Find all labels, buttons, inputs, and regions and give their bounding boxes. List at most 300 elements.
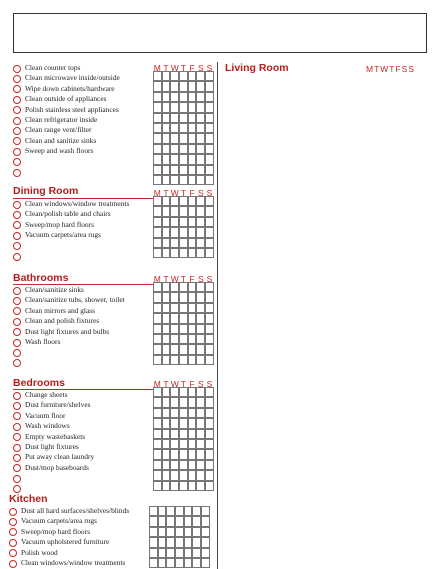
day-checkbox-cell[interactable] bbox=[153, 282, 162, 292]
day-checkbox-cell[interactable] bbox=[179, 238, 188, 248]
day-checkbox-cell[interactable] bbox=[158, 537, 167, 547]
day-checkbox-cell[interactable] bbox=[162, 355, 171, 365]
day-checkbox-cell[interactable] bbox=[162, 123, 171, 133]
checkbox-circle-icon[interactable] bbox=[13, 158, 21, 166]
day-checkbox-cell[interactable] bbox=[162, 334, 171, 344]
checkbox-circle-icon[interactable] bbox=[13, 464, 21, 472]
checkbox-circle-icon[interactable] bbox=[13, 318, 21, 326]
checkbox-circle-icon[interactable] bbox=[13, 85, 21, 93]
day-checkbox-cell[interactable] bbox=[162, 238, 171, 248]
checkbox-circle-icon[interactable] bbox=[13, 349, 21, 357]
day-checkbox-cell[interactable] bbox=[153, 165, 162, 175]
day-checkbox-cell[interactable] bbox=[162, 282, 171, 292]
day-checkbox-cell[interactable] bbox=[170, 397, 179, 407]
day-checkbox-cell[interactable] bbox=[162, 449, 171, 459]
day-checkbox-cell[interactable] bbox=[162, 113, 171, 123]
checkbox-circle-icon[interactable] bbox=[13, 232, 21, 240]
day-checkbox-cell[interactable] bbox=[179, 123, 188, 133]
day-checkbox-cell[interactable] bbox=[179, 282, 188, 292]
day-checkbox-cell[interactable] bbox=[153, 102, 162, 112]
day-checkbox-cell[interactable] bbox=[175, 506, 184, 516]
day-checkbox-cell[interactable] bbox=[179, 418, 188, 428]
day-checkbox-cell[interactable] bbox=[188, 418, 197, 428]
day-checkbox-cell[interactable] bbox=[175, 558, 184, 568]
day-checkbox-cell[interactable] bbox=[205, 418, 214, 428]
day-checkbox-cell[interactable] bbox=[196, 418, 205, 428]
day-checkbox-cell[interactable] bbox=[188, 227, 197, 237]
checkbox-circle-icon[interactable] bbox=[13, 475, 21, 483]
day-checkbox-cell[interactable] bbox=[179, 81, 188, 91]
day-checkbox-cell[interactable] bbox=[170, 92, 179, 102]
day-checkbox-cell[interactable] bbox=[162, 303, 171, 313]
day-checkbox-cell[interactable] bbox=[166, 548, 175, 558]
day-checkbox-cell[interactable] bbox=[205, 165, 214, 175]
day-checkbox-cell[interactable] bbox=[153, 217, 162, 227]
day-checkbox-cell[interactable] bbox=[179, 397, 188, 407]
day-checkbox-cell[interactable] bbox=[153, 303, 162, 313]
day-checkbox-cell[interactable] bbox=[201, 548, 210, 558]
day-checkbox-cell[interactable] bbox=[170, 196, 179, 206]
day-checkbox-cell[interactable] bbox=[153, 439, 162, 449]
day-checkbox-cell[interactable] bbox=[188, 344, 197, 354]
day-checkbox-cell[interactable] bbox=[205, 175, 214, 185]
day-checkbox-cell[interactable] bbox=[162, 165, 171, 175]
day-checkbox-cell[interactable] bbox=[170, 165, 179, 175]
day-checkbox-cell[interactable] bbox=[205, 144, 214, 154]
checkbox-circle-icon[interactable] bbox=[9, 539, 17, 547]
day-checkbox-cell[interactable] bbox=[196, 154, 205, 164]
day-checkbox-cell[interactable] bbox=[205, 217, 214, 227]
day-checkbox-cell[interactable] bbox=[179, 334, 188, 344]
day-checkbox-cell[interactable] bbox=[162, 408, 171, 418]
day-checkbox-cell[interactable] bbox=[205, 460, 214, 470]
day-checkbox-cell[interactable] bbox=[153, 227, 162, 237]
day-checkbox-cell[interactable] bbox=[201, 558, 210, 568]
day-checkbox-cell[interactable] bbox=[153, 92, 162, 102]
day-checkbox-cell[interactable] bbox=[188, 113, 197, 123]
day-checkbox-cell[interactable] bbox=[170, 133, 179, 143]
day-checkbox-cell[interactable] bbox=[205, 113, 214, 123]
day-checkbox-cell[interactable] bbox=[170, 154, 179, 164]
day-checkbox-cell[interactable] bbox=[162, 292, 171, 302]
checkbox-circle-icon[interactable] bbox=[13, 433, 21, 441]
checkbox-circle-icon[interactable] bbox=[13, 328, 21, 336]
day-checkbox-cell[interactable] bbox=[179, 113, 188, 123]
day-checkbox-cell[interactable] bbox=[153, 238, 162, 248]
day-checkbox-cell[interactable] bbox=[170, 355, 179, 365]
day-checkbox-cell[interactable] bbox=[201, 537, 210, 547]
day-checkbox-cell[interactable] bbox=[179, 154, 188, 164]
day-checkbox-cell[interactable] bbox=[153, 196, 162, 206]
day-checkbox-cell[interactable] bbox=[205, 344, 214, 354]
day-checkbox-cell[interactable] bbox=[192, 516, 201, 526]
day-checkbox-cell[interactable] bbox=[205, 123, 214, 133]
day-checkbox-cell[interactable] bbox=[166, 516, 175, 526]
day-checkbox-cell[interactable] bbox=[153, 123, 162, 133]
day-checkbox-cell[interactable] bbox=[170, 144, 179, 154]
day-checkbox-cell[interactable] bbox=[188, 238, 197, 248]
day-checkbox-cell[interactable] bbox=[205, 470, 214, 480]
day-checkbox-cell[interactable] bbox=[205, 313, 214, 323]
day-checkbox-cell[interactable] bbox=[188, 334, 197, 344]
day-checkbox-cell[interactable] bbox=[188, 481, 197, 491]
day-checkbox-cell[interactable] bbox=[170, 71, 179, 81]
day-checkbox-cell[interactable] bbox=[162, 206, 171, 216]
day-checkbox-cell[interactable] bbox=[188, 408, 197, 418]
day-checkbox-cell[interactable] bbox=[170, 175, 179, 185]
day-checkbox-cell[interactable] bbox=[196, 449, 205, 459]
day-checkbox-cell[interactable] bbox=[196, 355, 205, 365]
checkbox-circle-icon[interactable] bbox=[13, 117, 21, 125]
day-checkbox-cell[interactable] bbox=[179, 460, 188, 470]
day-checkbox-cell[interactable] bbox=[188, 460, 197, 470]
day-checkbox-cell[interactable] bbox=[205, 206, 214, 216]
checkbox-circle-icon[interactable] bbox=[13, 242, 21, 250]
day-checkbox-cell[interactable] bbox=[196, 123, 205, 133]
day-checkbox-cell[interactable] bbox=[162, 470, 171, 480]
day-checkbox-cell[interactable] bbox=[205, 387, 214, 397]
checkbox-circle-icon[interactable] bbox=[13, 392, 21, 400]
day-checkbox-cell[interactable] bbox=[188, 470, 197, 480]
checkbox-circle-icon[interactable] bbox=[9, 560, 17, 568]
day-checkbox-cell[interactable] bbox=[153, 429, 162, 439]
day-checkbox-cell[interactable] bbox=[188, 102, 197, 112]
day-checkbox-cell[interactable] bbox=[196, 165, 205, 175]
checkbox-circle-icon[interactable] bbox=[13, 287, 21, 295]
day-checkbox-cell[interactable] bbox=[158, 548, 167, 558]
checkbox-circle-icon[interactable] bbox=[13, 169, 21, 177]
day-checkbox-cell[interactable] bbox=[158, 506, 167, 516]
day-checkbox-cell[interactable] bbox=[170, 439, 179, 449]
day-checkbox-cell[interactable] bbox=[153, 324, 162, 334]
day-checkbox-cell[interactable] bbox=[196, 81, 205, 91]
day-checkbox-cell[interactable] bbox=[162, 227, 171, 237]
day-checkbox-cell[interactable] bbox=[170, 334, 179, 344]
day-checkbox-cell[interactable] bbox=[162, 397, 171, 407]
day-checkbox-cell[interactable] bbox=[170, 292, 179, 302]
day-checkbox-cell[interactable] bbox=[162, 460, 171, 470]
day-checkbox-cell[interactable] bbox=[170, 206, 179, 216]
day-checkbox-cell[interactable] bbox=[188, 429, 197, 439]
day-checkbox-cell[interactable] bbox=[153, 418, 162, 428]
day-checkbox-cell[interactable] bbox=[153, 355, 162, 365]
checkbox-circle-icon[interactable] bbox=[13, 359, 21, 367]
day-checkbox-cell[interactable] bbox=[162, 418, 171, 428]
day-checkbox-cell[interactable] bbox=[162, 102, 171, 112]
day-checkbox-cell[interactable] bbox=[196, 227, 205, 237]
day-checkbox-cell[interactable] bbox=[153, 292, 162, 302]
day-checkbox-cell[interactable] bbox=[179, 429, 188, 439]
day-checkbox-cell[interactable] bbox=[196, 344, 205, 354]
day-checkbox-cell[interactable] bbox=[196, 334, 205, 344]
day-checkbox-cell[interactable] bbox=[170, 429, 179, 439]
day-checkbox-cell[interactable] bbox=[205, 449, 214, 459]
checkbox-circle-icon[interactable] bbox=[9, 518, 17, 526]
day-checkbox-cell[interactable] bbox=[188, 313, 197, 323]
day-checkbox-cell[interactable] bbox=[162, 175, 171, 185]
day-checkbox-cell[interactable] bbox=[196, 439, 205, 449]
day-checkbox-cell[interactable] bbox=[170, 470, 179, 480]
day-checkbox-cell[interactable] bbox=[196, 133, 205, 143]
day-checkbox-cell[interactable] bbox=[149, 548, 158, 558]
day-checkbox-cell[interactable] bbox=[153, 206, 162, 216]
checkbox-circle-icon[interactable] bbox=[13, 65, 21, 73]
day-checkbox-cell[interactable] bbox=[179, 313, 188, 323]
day-checkbox-cell[interactable] bbox=[153, 449, 162, 459]
day-checkbox-cell[interactable] bbox=[162, 344, 171, 354]
day-checkbox-cell[interactable] bbox=[179, 344, 188, 354]
day-checkbox-cell[interactable] bbox=[196, 71, 205, 81]
checkbox-circle-icon[interactable] bbox=[9, 528, 17, 536]
day-checkbox-cell[interactable] bbox=[179, 133, 188, 143]
day-checkbox-cell[interactable] bbox=[205, 481, 214, 491]
day-checkbox-cell[interactable] bbox=[205, 154, 214, 164]
day-checkbox-cell[interactable] bbox=[205, 324, 214, 334]
day-checkbox-cell[interactable] bbox=[170, 387, 179, 397]
day-checkbox-cell[interactable] bbox=[196, 303, 205, 313]
checkbox-circle-icon[interactable] bbox=[13, 211, 21, 219]
day-checkbox-cell[interactable] bbox=[153, 334, 162, 344]
day-checkbox-cell[interactable] bbox=[175, 516, 184, 526]
day-checkbox-cell[interactable] bbox=[188, 92, 197, 102]
day-checkbox-cell[interactable] bbox=[196, 248, 205, 258]
day-checkbox-cell[interactable] bbox=[153, 397, 162, 407]
day-checkbox-cell[interactable] bbox=[192, 527, 201, 537]
day-checkbox-cell[interactable] bbox=[201, 527, 210, 537]
checkbox-circle-icon[interactable] bbox=[13, 253, 21, 261]
day-checkbox-cell[interactable] bbox=[170, 248, 179, 258]
checkbox-circle-icon[interactable] bbox=[13, 137, 21, 145]
day-checkbox-cell[interactable] bbox=[170, 313, 179, 323]
day-checkbox-cell[interactable] bbox=[153, 248, 162, 258]
day-checkbox-cell[interactable] bbox=[205, 81, 214, 91]
day-checkbox-cell[interactable] bbox=[179, 324, 188, 334]
day-checkbox-cell[interactable] bbox=[149, 527, 158, 537]
day-checkbox-cell[interactable] bbox=[188, 71, 197, 81]
day-checkbox-cell[interactable] bbox=[166, 537, 175, 547]
day-checkbox-cell[interactable] bbox=[188, 144, 197, 154]
day-checkbox-cell[interactable] bbox=[205, 397, 214, 407]
day-checkbox-cell[interactable] bbox=[188, 133, 197, 143]
day-checkbox-cell[interactable] bbox=[179, 387, 188, 397]
day-checkbox-cell[interactable] bbox=[196, 282, 205, 292]
day-checkbox-cell[interactable] bbox=[188, 397, 197, 407]
day-checkbox-cell[interactable] bbox=[179, 227, 188, 237]
day-checkbox-cell[interactable] bbox=[188, 387, 197, 397]
day-checkbox-cell[interactable] bbox=[153, 460, 162, 470]
day-checkbox-cell[interactable] bbox=[184, 506, 193, 516]
day-checkbox-cell[interactable] bbox=[205, 429, 214, 439]
day-checkbox-cell[interactable] bbox=[170, 408, 179, 418]
day-checkbox-cell[interactable] bbox=[162, 144, 171, 154]
day-checkbox-cell[interactable] bbox=[166, 527, 175, 537]
day-checkbox-cell[interactable] bbox=[179, 175, 188, 185]
checkbox-circle-icon[interactable] bbox=[13, 485, 21, 493]
day-checkbox-cell[interactable] bbox=[188, 282, 197, 292]
day-checkbox-cell[interactable] bbox=[188, 206, 197, 216]
day-checkbox-cell[interactable] bbox=[196, 102, 205, 112]
day-checkbox-cell[interactable] bbox=[170, 460, 179, 470]
day-checkbox-cell[interactable] bbox=[170, 227, 179, 237]
day-checkbox-cell[interactable] bbox=[170, 344, 179, 354]
day-checkbox-cell[interactable] bbox=[166, 558, 175, 568]
day-checkbox-cell[interactable] bbox=[196, 92, 205, 102]
day-checkbox-cell[interactable] bbox=[205, 92, 214, 102]
checkbox-circle-icon[interactable] bbox=[13, 148, 21, 156]
day-checkbox-cell[interactable] bbox=[184, 558, 193, 568]
checkbox-circle-icon[interactable] bbox=[13, 307, 21, 315]
day-checkbox-cell[interactable] bbox=[196, 144, 205, 154]
checkbox-circle-icon[interactable] bbox=[13, 297, 21, 305]
day-checkbox-cell[interactable] bbox=[179, 144, 188, 154]
day-checkbox-cell[interactable] bbox=[162, 217, 171, 227]
day-checkbox-cell[interactable] bbox=[179, 206, 188, 216]
day-checkbox-cell[interactable] bbox=[196, 238, 205, 248]
day-checkbox-cell[interactable] bbox=[196, 470, 205, 480]
day-checkbox-cell[interactable] bbox=[170, 324, 179, 334]
day-checkbox-cell[interactable] bbox=[170, 113, 179, 123]
day-checkbox-cell[interactable] bbox=[205, 71, 214, 81]
day-checkbox-cell[interactable] bbox=[179, 248, 188, 258]
day-checkbox-cell[interactable] bbox=[162, 133, 171, 143]
day-checkbox-cell[interactable] bbox=[170, 449, 179, 459]
day-checkbox-cell[interactable] bbox=[205, 292, 214, 302]
day-checkbox-cell[interactable] bbox=[205, 303, 214, 313]
day-checkbox-cell[interactable] bbox=[149, 558, 158, 568]
day-checkbox-cell[interactable] bbox=[196, 196, 205, 206]
day-checkbox-cell[interactable] bbox=[205, 334, 214, 344]
day-checkbox-cell[interactable] bbox=[153, 470, 162, 480]
day-checkbox-cell[interactable] bbox=[179, 355, 188, 365]
day-checkbox-cell[interactable] bbox=[179, 92, 188, 102]
day-checkbox-cell[interactable] bbox=[188, 449, 197, 459]
day-checkbox-cell[interactable] bbox=[179, 196, 188, 206]
day-checkbox-cell[interactable] bbox=[179, 71, 188, 81]
day-checkbox-cell[interactable] bbox=[188, 292, 197, 302]
day-checkbox-cell[interactable] bbox=[153, 175, 162, 185]
day-checkbox-cell[interactable] bbox=[192, 537, 201, 547]
checkbox-circle-icon[interactable] bbox=[13, 221, 21, 229]
day-checkbox-cell[interactable] bbox=[153, 481, 162, 491]
day-checkbox-cell[interactable] bbox=[162, 313, 171, 323]
checkbox-circle-icon[interactable] bbox=[13, 339, 21, 347]
day-checkbox-cell[interactable] bbox=[162, 387, 171, 397]
day-checkbox-cell[interactable] bbox=[170, 102, 179, 112]
day-checkbox-cell[interactable] bbox=[170, 418, 179, 428]
day-checkbox-cell[interactable] bbox=[153, 71, 162, 81]
day-checkbox-cell[interactable] bbox=[166, 506, 175, 516]
day-checkbox-cell[interactable] bbox=[179, 481, 188, 491]
day-checkbox-cell[interactable] bbox=[205, 248, 214, 258]
day-checkbox-cell[interactable] bbox=[149, 537, 158, 547]
day-checkbox-cell[interactable] bbox=[188, 217, 197, 227]
day-checkbox-cell[interactable] bbox=[184, 516, 193, 526]
checkbox-circle-icon[interactable] bbox=[9, 508, 17, 516]
day-checkbox-cell[interactable] bbox=[192, 548, 201, 558]
checkbox-circle-icon[interactable] bbox=[13, 423, 21, 431]
day-checkbox-cell[interactable] bbox=[196, 313, 205, 323]
day-checkbox-cell[interactable] bbox=[179, 292, 188, 302]
day-checkbox-cell[interactable] bbox=[205, 355, 214, 365]
day-checkbox-cell[interactable] bbox=[179, 165, 188, 175]
checkbox-circle-icon[interactable] bbox=[13, 106, 21, 114]
day-checkbox-cell[interactable] bbox=[196, 429, 205, 439]
day-checkbox-cell[interactable] bbox=[162, 81, 171, 91]
day-checkbox-cell[interactable] bbox=[179, 408, 188, 418]
day-checkbox-cell[interactable] bbox=[188, 439, 197, 449]
day-checkbox-cell[interactable] bbox=[153, 133, 162, 143]
day-checkbox-cell[interactable] bbox=[170, 282, 179, 292]
day-checkbox-cell[interactable] bbox=[188, 303, 197, 313]
day-checkbox-cell[interactable] bbox=[158, 516, 167, 526]
day-checkbox-cell[interactable] bbox=[162, 439, 171, 449]
day-checkbox-cell[interactable] bbox=[188, 81, 197, 91]
day-checkbox-cell[interactable] bbox=[201, 516, 210, 526]
day-checkbox-cell[interactable] bbox=[196, 408, 205, 418]
day-checkbox-cell[interactable] bbox=[179, 102, 188, 112]
day-checkbox-cell[interactable] bbox=[188, 175, 197, 185]
day-checkbox-cell[interactable] bbox=[196, 397, 205, 407]
day-checkbox-cell[interactable] bbox=[162, 248, 171, 258]
day-checkbox-cell[interactable] bbox=[196, 175, 205, 185]
day-checkbox-cell[interactable] bbox=[188, 248, 197, 258]
day-checkbox-cell[interactable] bbox=[179, 303, 188, 313]
day-checkbox-cell[interactable] bbox=[153, 154, 162, 164]
checkbox-circle-icon[interactable] bbox=[13, 402, 21, 410]
day-checkbox-cell[interactable] bbox=[153, 387, 162, 397]
day-checkbox-cell[interactable] bbox=[153, 81, 162, 91]
day-checkbox-cell[interactable] bbox=[175, 527, 184, 537]
checkbox-circle-icon[interactable] bbox=[13, 201, 21, 209]
day-checkbox-cell[interactable] bbox=[192, 506, 201, 516]
day-checkbox-cell[interactable] bbox=[153, 144, 162, 154]
day-checkbox-cell[interactable] bbox=[162, 324, 171, 334]
checkbox-circle-icon[interactable] bbox=[13, 412, 21, 420]
day-checkbox-cell[interactable] bbox=[158, 558, 167, 568]
day-checkbox-cell[interactable] bbox=[205, 408, 214, 418]
day-checkbox-cell[interactable] bbox=[170, 303, 179, 313]
day-checkbox-cell[interactable] bbox=[184, 527, 193, 537]
day-checkbox-cell[interactable] bbox=[205, 133, 214, 143]
day-checkbox-cell[interactable] bbox=[162, 154, 171, 164]
day-checkbox-cell[interactable] bbox=[158, 527, 167, 537]
day-checkbox-cell[interactable] bbox=[153, 408, 162, 418]
day-checkbox-cell[interactable] bbox=[188, 123, 197, 133]
day-checkbox-cell[interactable] bbox=[188, 154, 197, 164]
day-checkbox-cell[interactable] bbox=[196, 113, 205, 123]
day-checkbox-cell[interactable] bbox=[205, 439, 214, 449]
day-checkbox-cell[interactable] bbox=[196, 292, 205, 302]
day-checkbox-cell[interactable] bbox=[170, 123, 179, 133]
day-checkbox-cell[interactable] bbox=[196, 324, 205, 334]
checkbox-circle-icon[interactable] bbox=[13, 454, 21, 462]
day-checkbox-cell[interactable] bbox=[153, 313, 162, 323]
day-checkbox-cell[interactable] bbox=[170, 481, 179, 491]
day-checkbox-cell[interactable] bbox=[205, 227, 214, 237]
day-checkbox-cell[interactable] bbox=[170, 81, 179, 91]
day-checkbox-cell[interactable] bbox=[196, 206, 205, 216]
day-checkbox-cell[interactable] bbox=[175, 548, 184, 558]
checkbox-circle-icon[interactable] bbox=[13, 127, 21, 135]
checkbox-circle-icon[interactable] bbox=[13, 75, 21, 83]
day-checkbox-cell[interactable] bbox=[184, 537, 193, 547]
day-checkbox-cell[interactable] bbox=[149, 516, 158, 526]
day-checkbox-cell[interactable] bbox=[162, 92, 171, 102]
day-checkbox-cell[interactable] bbox=[205, 196, 214, 206]
day-checkbox-cell[interactable] bbox=[188, 324, 197, 334]
day-checkbox-cell[interactable] bbox=[179, 449, 188, 459]
day-checkbox-cell[interactable] bbox=[196, 387, 205, 397]
